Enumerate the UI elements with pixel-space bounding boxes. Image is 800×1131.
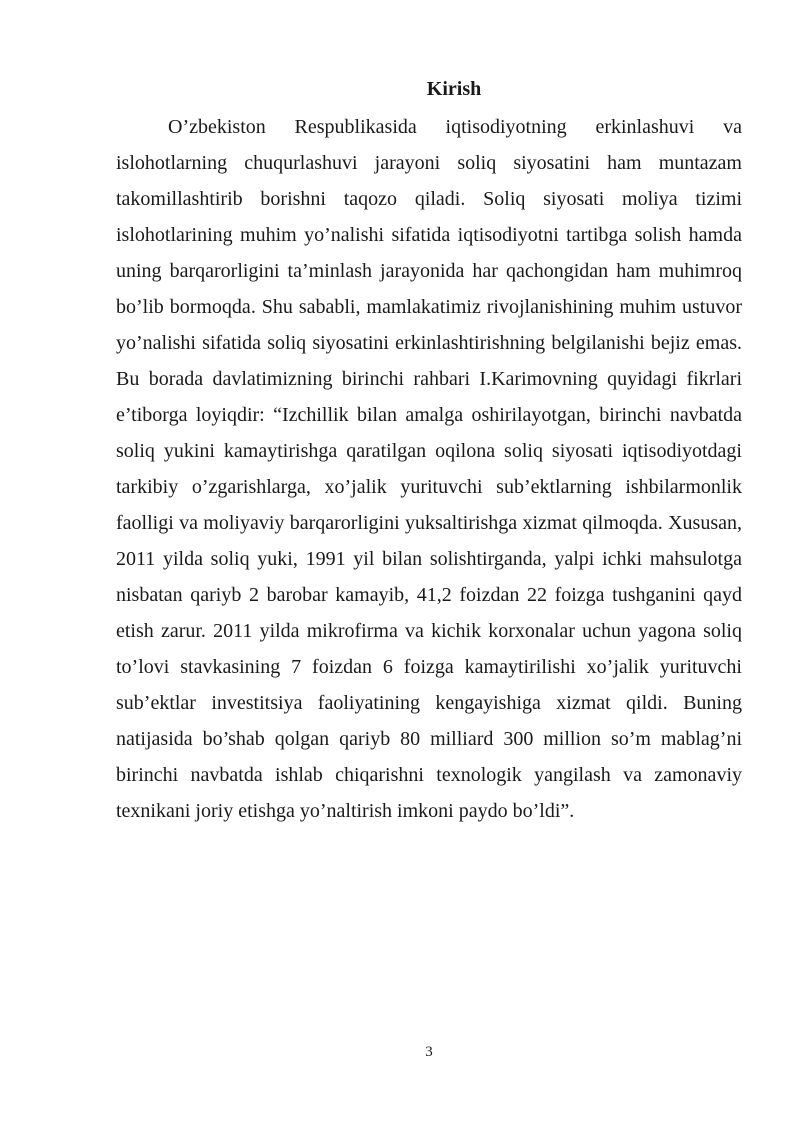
body-paragraph: O’zbekiston Respublikasida iqtisodiyotning erkinlashuvi va islohotlarning chuqurlashuvi jarayoni soliq siyosatini ham muntazam takomillashtirib borishni taqozo qiladi. Soliq siyosati moliya tizimi islohotlarining muhim yo’nalishi sifatida iqtisodiyotni tartibga solish hamda uning barqarorligini ta’minlash jarayonida har qachongidan ham muhimroq bo’lib bormoqda. Shu sababli, mamlakatimiz rivojlanishining muhim ustuvor yo’nalishi sifatida soliq siyosatini erkinlashtirishning belgilanishi bejiz emas. Bu borada davlatimizning birinchi rahbari I.Karimovning quyidagi fikrlari e’tiborga loyiqdir: “Izchillik bilan amalga oshirilayotgan, birinchi navbatda soliq yukini kamaytirishga qaratilgan oqilona soliq siyosati iqtisodiyotdagi tarkibiy o’zgarishlarga, xo’jalik yurituvchi sub’ektlarning ishbilarmonlik faolligi va moliyaviy barqarorligini yuksaltirishga xizmat qilmoqda. Xususan, 2011 yilda soliq yuki, 1991 yil bilan solishtirganda, yalpi ichki mahsulotga nisbatan qariyb 2 barobar kamayib, 41,2 foizdan 22 foizga tushganini qayd etish zarur. 2011 yilda mikrofirma va kichik korxonalar uchun yagona soliq to’lovi stavkasining 7 foizdan 6 foizga kamaytirilishi xo’jalik yurituvchi sub’ektlar investitsiya faoliyatining kengayishiga xizmat qildi. Buning natijasida bo’shab qolgan qariyb 80 milliard 300 million so’m mablag’ni birinchi navbatda ishlab chiqarishni texnologik yangilash va zamonaviy texnikani joriy etishga yo’naltirish imkoni paydo bo’ldi”. [116, 116, 742, 822]
page-number: 3 [425, 1044, 433, 1060]
section-heading: Kirish [426, 78, 482, 100]
